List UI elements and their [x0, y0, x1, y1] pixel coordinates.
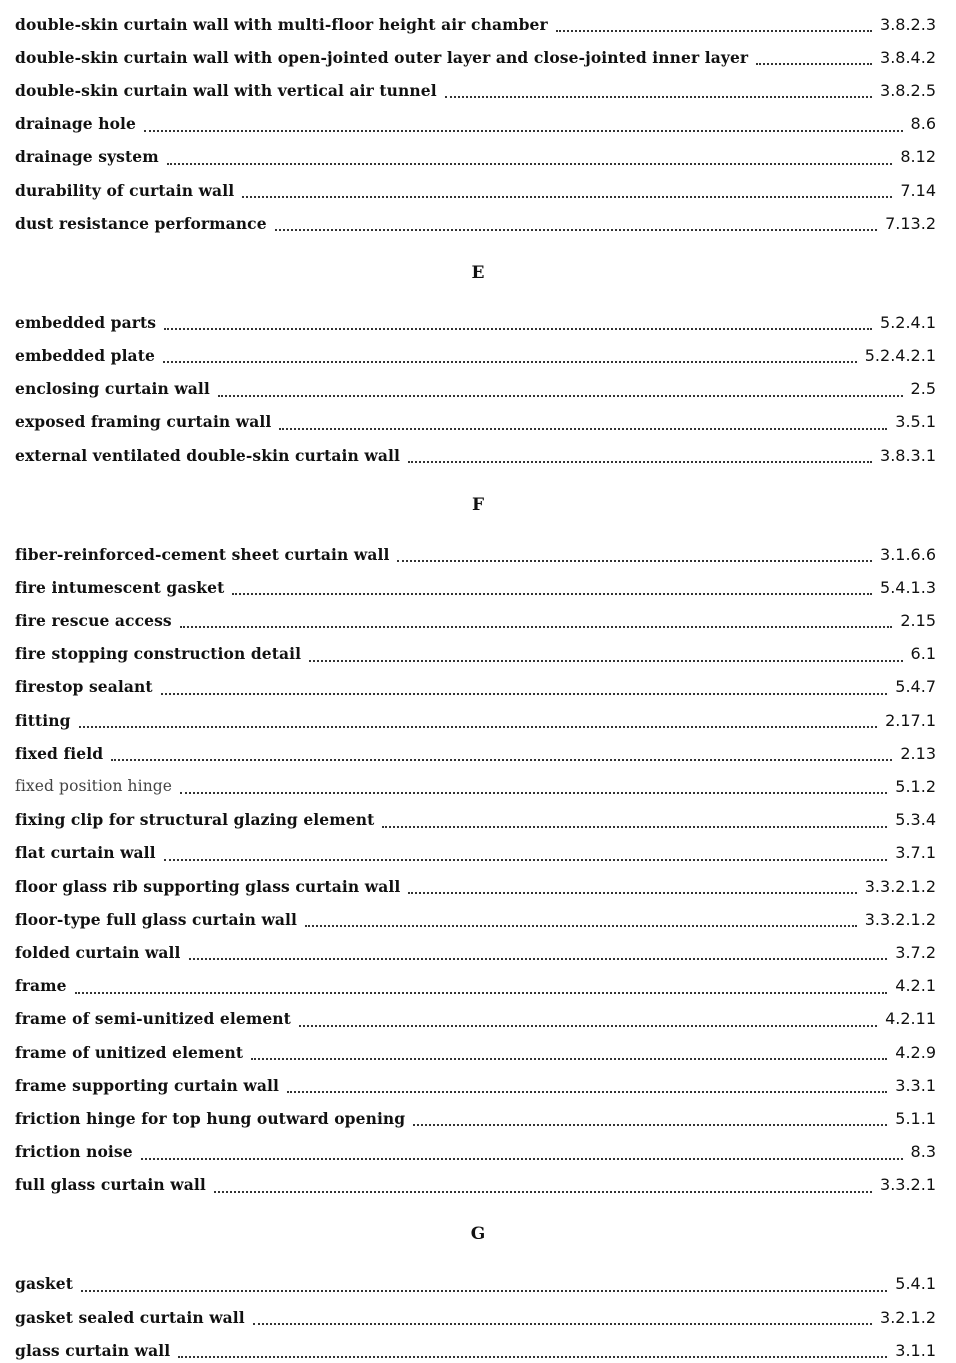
- clause-reference: 5.4.7: [895, 677, 936, 697]
- dot-leader: [445, 80, 872, 98]
- dot-leader: [305, 909, 857, 927]
- dot-leader: [111, 743, 892, 761]
- dot-leader: [167, 147, 893, 165]
- index-entry: [15, 940, 936, 964]
- index-entry: [15, 343, 936, 367]
- index-term: gasket sealed curtain wall: [15, 1307, 245, 1327]
- index-term: frame of semi-unitized element: [15, 1009, 291, 1029]
- clause-reference: 3.3.2.1: [880, 1175, 936, 1195]
- index-term: fire intumescent gasket: [15, 577, 225, 597]
- clause-reference: 5.1.2: [895, 776, 936, 796]
- index-entry: [15, 1073, 936, 1097]
- index-entry: [15, 1106, 936, 1130]
- clause-reference: 3.5.1: [895, 412, 936, 432]
- index-entry: [15, 974, 936, 998]
- index-entry: [15, 907, 936, 931]
- clause-reference: 3.8.3.1: [880, 445, 936, 465]
- dot-leader: [556, 14, 872, 32]
- index-term: folded curtain wall: [15, 942, 181, 962]
- clause-reference: 5.2.4.2.1: [864, 345, 936, 365]
- index-entry: [15, 841, 936, 865]
- index-entry: [15, 443, 936, 467]
- index-term: double-skin curtain wall with vertical air tunnel: [15, 80, 437, 100]
- index-term: firestop sealant: [15, 677, 153, 697]
- dot-leader: [75, 976, 888, 994]
- index-term: friction hinge for top hung outward opening: [15, 1108, 406, 1128]
- dot-leader: [164, 312, 872, 330]
- index-term: fixing clip for structural glazing element: [15, 810, 375, 830]
- index-entry: [15, 675, 936, 699]
- index-term: embedded parts: [15, 312, 157, 332]
- dot-leader: [408, 876, 856, 894]
- index-term: fire rescue access: [15, 610, 172, 630]
- dot-leader: [413, 1108, 887, 1126]
- dot-leader: [189, 942, 888, 960]
- index-term: double-skin curtain wall with multi-floor height air chamber: [15, 14, 548, 34]
- index-term: dust resistance performance: [15, 213, 267, 233]
- dot-leader: [141, 1142, 903, 1160]
- dot-leader: [161, 677, 888, 695]
- index-term: glass curtain wall: [15, 1340, 171, 1360]
- clause-reference: 8.6: [910, 114, 936, 134]
- index-term: frame: [15, 976, 67, 996]
- dot-leader: [251, 1042, 887, 1060]
- clause-reference: 3.8.2.3: [880, 14, 936, 34]
- index-entry: [15, 1338, 936, 1362]
- dot-leader: [180, 610, 893, 628]
- index-term: gasket: [15, 1274, 73, 1294]
- index-entry: [15, 1272, 936, 1296]
- clause-reference: 8.12: [900, 147, 936, 167]
- section-letter-f: F: [471, 494, 485, 515]
- section-letter-g: G: [470, 1224, 486, 1245]
- clause-reference: 5.3.4: [895, 810, 936, 830]
- clause-reference: 3.8.4.2: [880, 47, 936, 67]
- index-term: exposed framing curtain wall: [15, 412, 272, 432]
- index-entry: [15, 808, 936, 832]
- dot-leader: [299, 1009, 877, 1027]
- index-entry: [15, 1040, 936, 1064]
- dot-leader: [180, 776, 887, 794]
- index-term: fixed field: [15, 743, 104, 763]
- dot-leader: [253, 1307, 872, 1325]
- clause-reference: 2.13: [900, 743, 936, 763]
- index-term: fixed position hinge: [15, 777, 173, 796]
- clause-reference: 3.3.2.1.2: [864, 876, 936, 896]
- dot-leader: [408, 445, 872, 463]
- index-entry: [15, 774, 936, 798]
- dot-leader: [214, 1175, 872, 1193]
- dot-leader: [242, 180, 892, 198]
- index-term: fitting: [15, 710, 71, 730]
- index-entry: [15, 1007, 936, 1031]
- dot-leader: [79, 710, 878, 728]
- index-term: floor-type full glass curtain wall: [15, 909, 298, 929]
- dot-leader: [232, 577, 872, 595]
- index-entry: [15, 608, 936, 632]
- dot-leader: [163, 345, 857, 363]
- section-letter-e: E: [471, 262, 485, 283]
- index-entry: [15, 575, 936, 599]
- clause-reference: 3.1.6.6: [880, 544, 936, 564]
- index-entry: [15, 708, 936, 732]
- clause-reference: 3.3.2.1.2: [864, 909, 936, 929]
- dot-leader: [382, 810, 887, 828]
- index-entry: [15, 145, 936, 169]
- index-entry: [15, 211, 936, 235]
- clause-reference: 5.4.1.3: [880, 577, 936, 597]
- clause-reference: 3.3.1: [895, 1075, 936, 1095]
- clause-reference: 3.2.1.2: [880, 1307, 936, 1327]
- dot-leader: [144, 114, 903, 132]
- index-term: floor glass rib supporting glass curtain wall: [15, 876, 401, 896]
- index-entry: [15, 178, 936, 202]
- index-term: friction noise: [15, 1142, 133, 1162]
- index-entry: [15, 112, 936, 136]
- index-term: drainage hole: [15, 114, 137, 134]
- clause-reference: 3.8.2.5: [880, 80, 936, 100]
- index-term: flat curtain wall: [15, 843, 156, 863]
- clause-reference: 4.2.1: [895, 976, 936, 996]
- dot-leader: [81, 1274, 887, 1292]
- index-entry: [15, 1305, 936, 1329]
- index-term: fire stopping construction detail: [15, 644, 302, 664]
- index-entry: [15, 78, 936, 102]
- index-entry: [15, 741, 936, 765]
- index-entry: [15, 542, 936, 566]
- index-term: drainage system: [15, 147, 159, 167]
- index-entry: [15, 45, 936, 69]
- index-term: enclosing curtain wall: [15, 379, 210, 399]
- clause-reference: 4.2.11: [885, 1009, 936, 1029]
- index-entry: [15, 1140, 936, 1164]
- index-term: full glass curtain wall: [15, 1175, 206, 1195]
- dot-leader: [178, 1340, 887, 1358]
- index-entry: [15, 12, 936, 36]
- clause-reference: 3.1.1: [895, 1340, 936, 1360]
- index-term: frame supporting curtain wall: [15, 1075, 279, 1095]
- clause-reference: 2.5: [910, 379, 936, 399]
- index-term: external ventilated double-skin curtain wall: [15, 445, 400, 465]
- dot-leader: [275, 213, 877, 231]
- index-entry: [15, 1173, 936, 1197]
- index-term: fiber-reinforced-cement sheet curtain wall: [15, 544, 390, 564]
- clause-reference: 7.13.2: [885, 213, 936, 233]
- clause-reference: 5.2.4.1: [880, 312, 936, 332]
- index-term: double-skin curtain wall with open-jointed outer layer and close-jointed inner layer: [15, 47, 749, 67]
- index-entry: [15, 410, 936, 434]
- dot-leader: [756, 47, 872, 65]
- clause-reference: 6.1: [910, 644, 936, 664]
- clause-reference: 3.7.2: [895, 942, 936, 962]
- clause-reference: 7.14: [900, 180, 936, 200]
- dot-leader: [397, 544, 872, 562]
- clause-reference: 5.4.1: [895, 1274, 936, 1294]
- clause-reference: 5.1.1: [895, 1108, 936, 1128]
- index-entry: [15, 377, 936, 401]
- clause-reference: 2.17.1: [885, 710, 936, 730]
- clause-reference: 2.15: [900, 610, 936, 630]
- index-entry: [15, 642, 936, 666]
- index-term: durability of curtain wall: [15, 180, 235, 200]
- dot-leader: [287, 1075, 887, 1093]
- index-entry: [15, 310, 936, 334]
- clause-reference: 4.2.9: [895, 1042, 936, 1062]
- dot-leader: [164, 843, 888, 861]
- index-entry: [15, 874, 936, 898]
- dot-leader: [309, 644, 902, 662]
- clause-reference: 3.7.1: [895, 843, 936, 863]
- clause-reference: 8.3: [910, 1142, 936, 1162]
- dot-leader: [279, 412, 887, 430]
- index-term: frame of unitized element: [15, 1042, 244, 1062]
- dot-leader: [218, 379, 903, 397]
- index-term: embedded plate: [15, 345, 155, 365]
